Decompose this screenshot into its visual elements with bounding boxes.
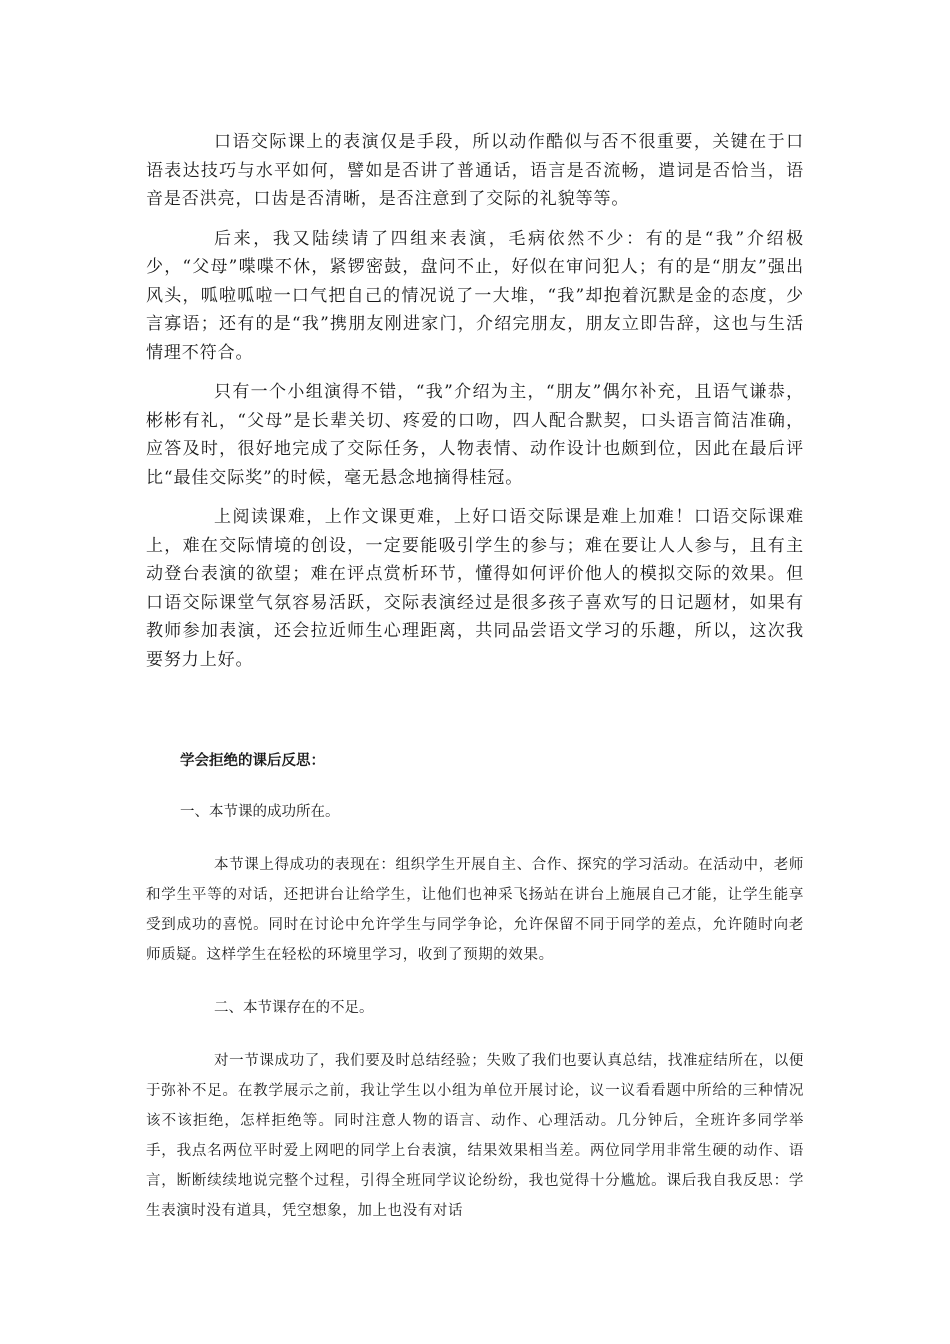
paragraph: 后来，我又陆续请了四组来表演，毛病依然不少：有的是“我”介绍极少，“父母”喋喋不休，紧锣密鼓，盘问不止，好似在审问犯人；有的是“朋友”强出风头，呱啦呱啦一口气把自己的情况说了一大堆，“我”却抱着沉默是金的态度，少言寡语；还有的是“我”携朋友刚进家门，介绍完朋友，朋友立即告辞，这也与生活情理不符合。 [146,228,804,363]
paragraph: 口语交际课上的表演仅是手段，所以动作酷似与否不很重要，关键在于口语表达技巧与水平如何，譬如是否讲了普通话，语言是否流畅，遣词是否恰当，语音是否洪亮，口齿是否清晰，是否注意到了交际的礼貌等等。 [146,132,804,209]
subsection-title-success: 一、本节课的成功所在。 [180,804,340,820]
paragraph: 上阅读课难，上作文课更难，上好口语交际课是难上加难！口语交际课难上，难在交际情境的创设，一定要能吸引学生的参与；难在要让人人参与，且有主动登台表演的欲望；难在评点赏析环节，懂得如何评价他人的模拟交际的效果。但口语交际课堂气氛容易活跃，交际表演经过是很多孩子喜欢写的日记题材，如果有教师参加表演，还会拉近师生心理距离，共同品尝语文学习的乐趣，所以，这次我要努力上好。 [146,507,804,670]
subsection-title-shortcomings: 二、本节课存在的不足。 [214,1000,374,1016]
reflection-section-learn-to-refuse [146,748,804,1251]
paragraph: 只有一个小组演得不错，“我”介绍为主，“朋友”偶尔补充，且语气谦恭，彬彬有礼，“父母”是长辈关切、疼爱的口吻，四人配合默契，口头语言简洁准确，应答及时，很好地完成了交际任务，人物表情、动作设计也颇到位，因此在最后评比“最佳交际奖”的时候，毫无悬念地摘得桂冠。 [146,382,804,488]
paragraph: 对一节课成功了，我们要及时总结经验；失败了我们也要认真总结，找准症结所在，以便于弥补不足。在教学展示之前，我让学生以小组为单位开展讨论，议一议看看题中所给的三种情况该不该拒绝，怎样拒绝等。同时注意人物的语言、动作、心理活动。几分钟后，全班许多同学举手，我点名两位平时爱上网吧的同学上台表演，结果效果相当差。两位同学用非常生硬的动作、语言，断断续续地说完整个过程，引得全班同学议论纷纷，我也觉得十分尴尬。课后我自我反思：学生表演时没有道具，凭空想象，加上也没有对话 [146,1053,804,1219]
paragraph: 本节课上得成功的表现在：组织学生开展自主、合作、探究的学习活动。在活动中，老师和学生平等的对话，还把讲台让给学生，让他们也神采飞扬站在讲台上施展自己才能，让学生能享受到成功的喜悦。同时在讨论中允许学生与同学争论，允许保留不同于同学的差点，允许随时向老师质疑。这样学生在轻松的环境里学习，收到了预期的效果。 [146,857,804,963]
section-heading: 学会拒绝的课后反思： [180,753,325,769]
reflection-section-oral-communication [146,128,804,685]
